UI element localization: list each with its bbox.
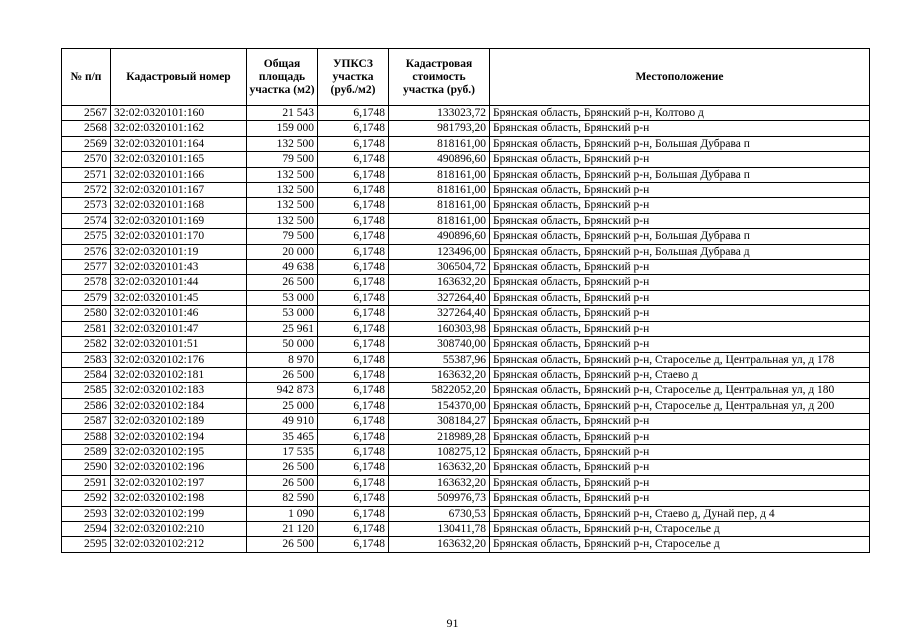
table-row bbox=[62, 414, 870, 429]
upksz-cell: 6,1748 bbox=[318, 136, 389, 151]
cadastral-number-cell: 32:02:0320102:194 bbox=[111, 429, 247, 444]
area-cell: 132 500 bbox=[247, 213, 318, 228]
area-cell: 20 000 bbox=[247, 244, 318, 259]
cadastral-cost-cell: 327264,40 bbox=[389, 306, 490, 321]
area-cell: 17 535 bbox=[247, 444, 318, 459]
cadastral-cost-cell: 163632,20 bbox=[389, 537, 490, 552]
row-number-cell: 2568 bbox=[62, 121, 111, 136]
row-number-cell: 2575 bbox=[62, 229, 111, 244]
cadastral-cost-cell: 306504,72 bbox=[389, 260, 490, 275]
upksz-cell: 6,1748 bbox=[318, 491, 389, 506]
location-cell: Брянская область, Брянский р-н bbox=[490, 460, 870, 475]
upksz-cell: 6,1748 bbox=[318, 460, 389, 475]
upksz-cell: 6,1748 bbox=[318, 352, 389, 367]
location-cell: Брянская область, Брянский р-н, Староселье д bbox=[490, 537, 870, 552]
location-cell: Брянская область, Брянский р-н bbox=[490, 260, 870, 275]
location-cell: Брянская область, Брянский р-н, Староселье д, Центральная ул, д 178 bbox=[490, 352, 870, 367]
location-cell: Брянская область, Брянский р-н, Большая Дубрава п bbox=[490, 229, 870, 244]
cadastral-cost-cell: 490896,60 bbox=[389, 229, 490, 244]
location-cell: Брянская область, Брянский р-н, Староселье д, Центральная ул, д 180 bbox=[490, 383, 870, 398]
cadastral-number-cell: 32:02:0320101:164 bbox=[111, 136, 247, 151]
location-cell: Брянская область, Брянский р-н bbox=[490, 321, 870, 336]
cadastral-number-cell: 32:02:0320102:196 bbox=[111, 460, 247, 475]
location-cell: Брянская область, Брянский р-н bbox=[490, 491, 870, 506]
cadastral-value-table bbox=[61, 48, 870, 553]
upksz-cell: 6,1748 bbox=[318, 475, 389, 490]
table-row bbox=[62, 275, 870, 290]
cadastral-number-cell: 32:02:0320101:160 bbox=[111, 106, 247, 121]
cadastral-cost-cell: 5822052,20 bbox=[389, 383, 490, 398]
upksz-cell: 6,1748 bbox=[318, 244, 389, 259]
table-row bbox=[62, 537, 870, 552]
upksz-cell: 6,1748 bbox=[318, 537, 389, 552]
cadastral-number-cell: 32:02:0320101:51 bbox=[111, 337, 247, 352]
location-cell: Брянская область, Брянский р-н bbox=[490, 429, 870, 444]
table-row bbox=[62, 475, 870, 490]
area-cell: 132 500 bbox=[247, 183, 318, 198]
location-cell: Брянская область, Брянский р-н bbox=[490, 152, 870, 167]
table-row bbox=[62, 260, 870, 275]
upksz-cell: 6,1748 bbox=[318, 275, 389, 290]
cadastral-number-cell: 32:02:0320101:169 bbox=[111, 213, 247, 228]
cadastral-cost-cell: 130411,78 bbox=[389, 521, 490, 536]
cadastral-cost-cell: 55387,96 bbox=[389, 352, 490, 367]
cadastral-number-cell: 32:02:0320102:184 bbox=[111, 398, 247, 413]
row-number-cell: 2587 bbox=[62, 414, 111, 429]
area-cell: 132 500 bbox=[247, 198, 318, 213]
cadastral-number-cell: 32:02:0320102:210 bbox=[111, 521, 247, 536]
area-cell: 25 000 bbox=[247, 398, 318, 413]
table-row bbox=[62, 491, 870, 506]
table-row bbox=[62, 460, 870, 475]
row-number-cell: 2577 bbox=[62, 260, 111, 275]
upksz-cell: 6,1748 bbox=[318, 106, 389, 121]
area-cell: 132 500 bbox=[247, 167, 318, 182]
area-cell: 53 000 bbox=[247, 290, 318, 305]
table-row bbox=[62, 152, 870, 167]
table-row bbox=[62, 244, 870, 259]
cadastral-cost-cell: 154370,00 bbox=[389, 398, 490, 413]
row-number-cell: 2586 bbox=[62, 398, 111, 413]
upksz-cell: 6,1748 bbox=[318, 306, 389, 321]
cadastral-cost-cell: 108275,12 bbox=[389, 444, 490, 459]
cadastral-number-cell: 32:02:0320101:46 bbox=[111, 306, 247, 321]
cadastral-cost-cell: 818161,00 bbox=[389, 136, 490, 151]
upksz-cell: 6,1748 bbox=[318, 167, 389, 182]
row-number-cell: 2576 bbox=[62, 244, 111, 259]
row-number-cell: 2581 bbox=[62, 321, 111, 336]
table-row bbox=[62, 337, 870, 352]
table-row bbox=[62, 290, 870, 305]
cadastral-number-cell: 32:02:0320101:44 bbox=[111, 275, 247, 290]
location-cell: Брянская область, Брянский р-н, Большая Дубрава д bbox=[490, 244, 870, 259]
cadastral-cost-cell: 123496,00 bbox=[389, 244, 490, 259]
area-cell: 49 638 bbox=[247, 260, 318, 275]
row-number-cell: 2573 bbox=[62, 198, 111, 213]
table-row bbox=[62, 136, 870, 151]
cadastral-number-cell: 32:02:0320101:170 bbox=[111, 229, 247, 244]
cadastral-cost-cell: 818161,00 bbox=[389, 198, 490, 213]
location-cell: Брянская область, Брянский р-н, Староселье д bbox=[490, 521, 870, 536]
cadastral-cost-cell: 308740,00 bbox=[389, 337, 490, 352]
row-number-cell: 2595 bbox=[62, 537, 111, 552]
table-row bbox=[62, 398, 870, 413]
table-header-row bbox=[62, 49, 870, 106]
area-cell: 82 590 bbox=[247, 491, 318, 506]
location-cell: Брянская область, Брянский р-н bbox=[490, 475, 870, 490]
area-cell: 49 910 bbox=[247, 414, 318, 429]
row-number-cell: 2584 bbox=[62, 367, 111, 382]
upksz-cell: 6,1748 bbox=[318, 383, 389, 398]
cadastral-number-cell: 32:02:0320102:198 bbox=[111, 491, 247, 506]
cadastral-cost-cell: 160303,98 bbox=[389, 321, 490, 336]
cadastral-number-cell: 32:02:0320101:165 bbox=[111, 152, 247, 167]
page-number: 91 bbox=[446, 616, 459, 630]
location-cell: Брянская область, Брянский р-н bbox=[490, 306, 870, 321]
cadastral-cost-cell: 818161,00 bbox=[389, 213, 490, 228]
area-cell: 132 500 bbox=[247, 136, 318, 151]
header-cadastral-number: Кадастровый номер bbox=[111, 49, 247, 106]
area-cell: 1 090 bbox=[247, 506, 318, 521]
row-number-cell: 2590 bbox=[62, 460, 111, 475]
table-row bbox=[62, 213, 870, 228]
upksz-cell: 6,1748 bbox=[318, 506, 389, 521]
row-number-cell: 2570 bbox=[62, 152, 111, 167]
upksz-cell: 6,1748 bbox=[318, 337, 389, 352]
location-cell: Брянская область, Брянский р-н bbox=[490, 213, 870, 228]
table-row bbox=[62, 183, 870, 198]
row-number-cell: 2593 bbox=[62, 506, 111, 521]
location-cell: Брянская область, Брянский р-н bbox=[490, 198, 870, 213]
location-cell: Брянская область, Брянский р-н bbox=[490, 183, 870, 198]
cadastral-cost-cell: 981793,20 bbox=[389, 121, 490, 136]
upksz-cell: 6,1748 bbox=[318, 121, 389, 136]
cadastral-cost-cell: 509976,73 bbox=[389, 491, 490, 506]
table-row bbox=[62, 521, 870, 536]
area-cell: 21 543 bbox=[247, 106, 318, 121]
cadastral-cost-cell: 818161,00 bbox=[389, 167, 490, 182]
row-number-cell: 2578 bbox=[62, 275, 111, 290]
cadastral-cost-cell: 6730,53 bbox=[389, 506, 490, 521]
cadastral-cost-cell: 218989,28 bbox=[389, 429, 490, 444]
cadastral-number-cell: 32:02:0320101:45 bbox=[111, 290, 247, 305]
table-row bbox=[62, 352, 870, 367]
document-page bbox=[61, 48, 870, 553]
row-number-cell: 2579 bbox=[62, 290, 111, 305]
upksz-cell: 6,1748 bbox=[318, 444, 389, 459]
header-number: № п/п bbox=[62, 49, 111, 106]
location-cell: Брянская область, Брянский р-н, Большая Дубрава п bbox=[490, 167, 870, 182]
cadastral-cost-cell: 490896,60 bbox=[389, 152, 490, 167]
upksz-cell: 6,1748 bbox=[318, 183, 389, 198]
table-row bbox=[62, 367, 870, 382]
cadastral-number-cell: 32:02:0320102:195 bbox=[111, 444, 247, 459]
table-row bbox=[62, 383, 870, 398]
row-number-cell: 2583 bbox=[62, 352, 111, 367]
upksz-cell: 6,1748 bbox=[318, 260, 389, 275]
location-cell: Брянская область, Брянский р-н bbox=[490, 414, 870, 429]
area-cell: 26 500 bbox=[247, 460, 318, 475]
header-area: Общая площадь участка (м2) bbox=[247, 49, 318, 106]
row-number-cell: 2571 bbox=[62, 167, 111, 182]
upksz-cell: 6,1748 bbox=[318, 429, 389, 444]
table-row bbox=[62, 198, 870, 213]
upksz-cell: 6,1748 bbox=[318, 521, 389, 536]
cadastral-cost-cell: 163632,20 bbox=[389, 475, 490, 490]
cadastral-cost-cell: 133023,72 bbox=[389, 106, 490, 121]
location-cell: Брянская область, Брянский р-н, Стаево д, Дунай пер, д 4 bbox=[490, 506, 870, 521]
location-cell: Брянская область, Брянский р-н bbox=[490, 275, 870, 290]
location-cell: Брянская область, Брянский р-н, Стаево д bbox=[490, 367, 870, 382]
area-cell: 53 000 bbox=[247, 306, 318, 321]
cadastral-cost-cell: 163632,20 bbox=[389, 275, 490, 290]
row-number-cell: 2572 bbox=[62, 183, 111, 198]
table-row bbox=[62, 121, 870, 136]
header-upksz: УПКСЗ участка (руб./м2) bbox=[318, 49, 389, 106]
row-number-cell: 2574 bbox=[62, 213, 111, 228]
area-cell: 26 500 bbox=[247, 475, 318, 490]
cadastral-cost-cell: 818161,00 bbox=[389, 183, 490, 198]
table-row bbox=[62, 167, 870, 182]
cadastral-number-cell: 32:02:0320101:47 bbox=[111, 321, 247, 336]
cadastral-number-cell: 32:02:0320102:212 bbox=[111, 537, 247, 552]
cadastral-number-cell: 32:02:0320101:167 bbox=[111, 183, 247, 198]
area-cell: 25 961 bbox=[247, 321, 318, 336]
cadastral-number-cell: 32:02:0320101:19 bbox=[111, 244, 247, 259]
area-cell: 50 000 bbox=[247, 337, 318, 352]
row-number-cell: 2569 bbox=[62, 136, 111, 151]
cadastral-number-cell: 32:02:0320101:43 bbox=[111, 260, 247, 275]
cadastral-number-cell: 32:02:0320102:176 bbox=[111, 352, 247, 367]
location-cell: Брянская область, Брянский р-н, Большая Дубрава п bbox=[490, 136, 870, 151]
row-number-cell: 2580 bbox=[62, 306, 111, 321]
location-cell: Брянская область, Брянский р-н, Колтово д bbox=[490, 106, 870, 121]
table-row bbox=[62, 306, 870, 321]
upksz-cell: 6,1748 bbox=[318, 213, 389, 228]
row-number-cell: 2594 bbox=[62, 521, 111, 536]
header-location: Местоположение bbox=[490, 49, 870, 106]
row-number-cell: 2582 bbox=[62, 337, 111, 352]
area-cell: 21 120 bbox=[247, 521, 318, 536]
header-cadastral-cost: Кадастровая стоимость участка (руб.) bbox=[389, 49, 490, 106]
location-cell: Брянская область, Брянский р-н bbox=[490, 337, 870, 352]
upksz-cell: 6,1748 bbox=[318, 198, 389, 213]
table-row bbox=[62, 106, 870, 121]
row-number-cell: 2589 bbox=[62, 444, 111, 459]
cadastral-number-cell: 32:02:0320102:189 bbox=[111, 414, 247, 429]
cadastral-number-cell: 32:02:0320102:199 bbox=[111, 506, 247, 521]
upksz-cell: 6,1748 bbox=[318, 321, 389, 336]
location-cell: Брянская область, Брянский р-н bbox=[490, 121, 870, 136]
upksz-cell: 6,1748 bbox=[318, 367, 389, 382]
cadastral-number-cell: 32:02:0320102:183 bbox=[111, 383, 247, 398]
area-cell: 159 000 bbox=[247, 121, 318, 136]
area-cell: 79 500 bbox=[247, 152, 318, 167]
table-row bbox=[62, 321, 870, 336]
table-row bbox=[62, 506, 870, 521]
cadastral-number-cell: 32:02:0320101:168 bbox=[111, 198, 247, 213]
table-row bbox=[62, 429, 870, 444]
upksz-cell: 6,1748 bbox=[318, 398, 389, 413]
area-cell: 942 873 bbox=[247, 383, 318, 398]
area-cell: 26 500 bbox=[247, 367, 318, 382]
area-cell: 26 500 bbox=[247, 537, 318, 552]
row-number-cell: 2588 bbox=[62, 429, 111, 444]
row-number-cell: 2567 bbox=[62, 106, 111, 121]
area-cell: 35 465 bbox=[247, 429, 318, 444]
cadastral-cost-cell: 163632,20 bbox=[389, 367, 490, 382]
cadastral-cost-cell: 308184,27 bbox=[389, 414, 490, 429]
row-number-cell: 2592 bbox=[62, 491, 111, 506]
cadastral-number-cell: 32:02:0320101:166 bbox=[111, 167, 247, 182]
upksz-cell: 6,1748 bbox=[318, 152, 389, 167]
cadastral-number-cell: 32:02:0320102:197 bbox=[111, 475, 247, 490]
area-cell: 26 500 bbox=[247, 275, 318, 290]
cadastral-number-cell: 32:02:0320102:181 bbox=[111, 367, 247, 382]
table-row bbox=[62, 229, 870, 244]
upksz-cell: 6,1748 bbox=[318, 229, 389, 244]
cadastral-cost-cell: 163632,20 bbox=[389, 460, 490, 475]
location-cell: Брянская область, Брянский р-н bbox=[490, 444, 870, 459]
area-cell: 8 970 bbox=[247, 352, 318, 367]
area-cell: 79 500 bbox=[247, 229, 318, 244]
row-number-cell: 2591 bbox=[62, 475, 111, 490]
table-row bbox=[62, 444, 870, 459]
location-cell: Брянская область, Брянский р-н bbox=[490, 290, 870, 305]
upksz-cell: 6,1748 bbox=[318, 290, 389, 305]
table-body bbox=[62, 106, 870, 553]
location-cell: Брянская область, Брянский р-н, Староселье д, Центральная ул, д 200 bbox=[490, 398, 870, 413]
cadastral-cost-cell: 327264,40 bbox=[389, 290, 490, 305]
upksz-cell: 6,1748 bbox=[318, 414, 389, 429]
row-number-cell: 2585 bbox=[62, 383, 111, 398]
cadastral-number-cell: 32:02:0320101:162 bbox=[111, 121, 247, 136]
